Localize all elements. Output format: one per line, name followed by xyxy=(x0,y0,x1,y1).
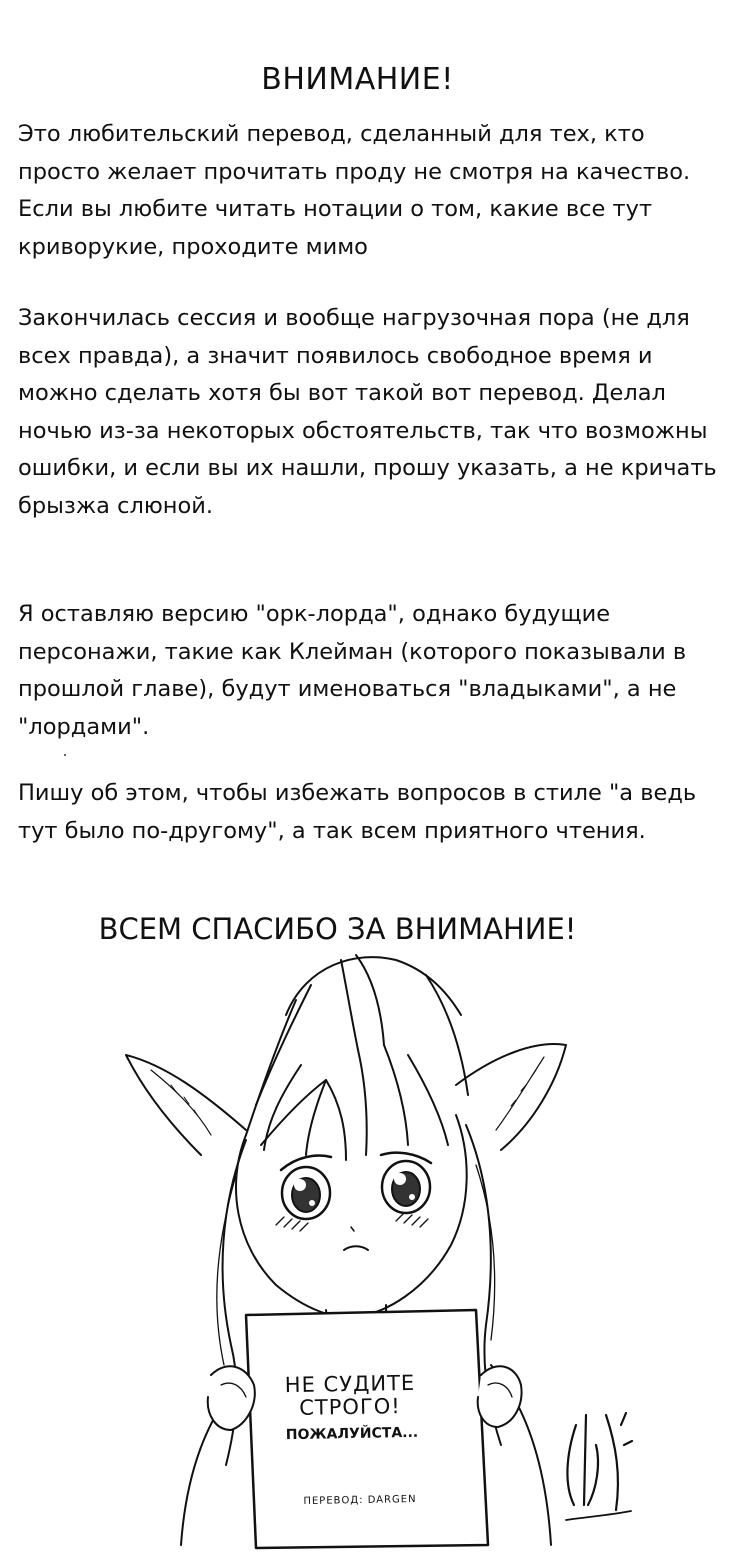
fox-girl-illustration xyxy=(96,945,656,1550)
sign-line-1: НЕ СУДИТЕ xyxy=(284,1370,416,1398)
warning-title: ВНИМАНИЕ! xyxy=(261,62,454,97)
paragraph-terminology: Я оставляю версию "орк-лорда", однако будущие персонажи, такие как Клейман (которого показывали в прошлой главе), будут именоваться "владыками", а не "лордами". xyxy=(18,601,687,740)
stray-dot xyxy=(64,754,66,756)
paragraph-disclaimer: Это любительский перевод, сделанный для тех, кто просто желает прочитать проду не смотря на качество. Если вы любите читать нотации о том, какие все тут криворукие, проходите мимо xyxy=(18,121,691,260)
paragraph-note: Пишу об этом, чтобы избежать вопросов в стиле "а ведь тут было по-другому", а так всем приятного чтения. xyxy=(18,780,697,844)
sign-line-2: СТРОГО! xyxy=(299,1394,401,1420)
translator-credit: ПЕРЕВОД: DARGEN xyxy=(303,1494,417,1507)
paragraph-session: Закончилась сессия и вообще нагрузочная пора (не для всех правда), а значит появилось свободное время и можно сделать хотя бы вот такой вот перевод. Делал ночью из-за некоторых обстоятельств, так что возможны ошибки, и если вы их нашли, прошу указать, а не кричать брызжа слюной. xyxy=(18,305,717,519)
thanks-heading: ВСЕМ СПАСИБО ЗА ВНИМАНИЕ! xyxy=(98,912,577,946)
sign-line-3: ПОЖАЛУЙСТА... xyxy=(285,1424,419,1444)
